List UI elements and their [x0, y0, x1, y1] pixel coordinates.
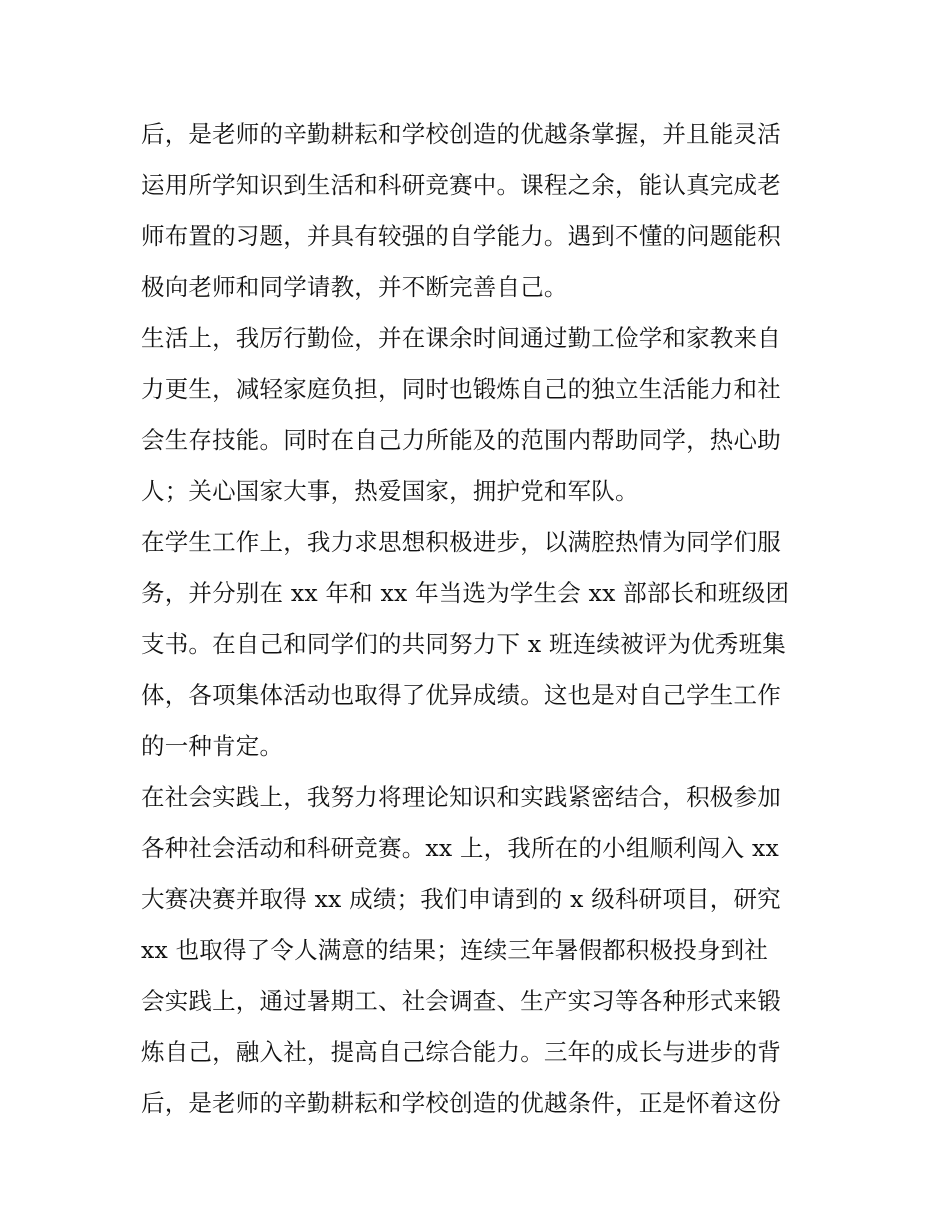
text-line: 后，是老师的辛勤耕耘和学校创造的优越条件，正是怀着这份: [141, 1089, 781, 1117]
text-line: 炼自己，融入社，提高自己综合能力。三年的成长与进步的背: [141, 1038, 781, 1066]
text-line: 支书。在自己和同学们的共同努力下 x 班连续被评为优秀班集: [141, 630, 786, 658]
text-line: 力更生，减轻家庭负担，同时也锻炼自己的独立生活能力和社: [141, 375, 781, 403]
text-line: 大赛决赛并取得 xx 成绩；我们申请到的 x 级科研项目，研究: [141, 885, 781, 913]
text-line: 运用所学知识到生活和科研竞赛中。课程之余，能认真完成老: [141, 171, 781, 199]
text-line: 会生存技能。同时在自己力所能及的范围内帮助同学，热心助: [141, 426, 781, 454]
text-line: 极向老师和同学请教，并不断完善自己。: [141, 273, 568, 301]
text-line: 在学生工作上，我力求思想积极进步，以满腔热情为同学们服: [141, 528, 781, 556]
text-line: 在社会实践上，我努力将理论知识和实践紧密结合，积极参加: [141, 783, 781, 811]
text-line: xx 也取得了令人满意的结果；连续三年暑假都积极投身到社: [141, 936, 769, 964]
text-line: 的一种肯定。: [141, 732, 284, 760]
text-line: 会实践上，通过暑期工、社会调查、生产实习等各种形式来锻: [141, 987, 781, 1015]
text-line: 务，并分别在 xx 年和 xx 年当选为学生会 xx 部部长和班级团: [141, 579, 790, 607]
text-line: 体，各项集体活动也取得了优异成绩。这也是对自己学生工作: [141, 681, 781, 709]
text-line: 人；关心国家大事，热爱国家，拥护党和军队。: [141, 477, 639, 505]
text-line: 生活上，我厉行勤俭，并在课余时间通过勤工俭学和家教来自: [141, 324, 781, 352]
text-line: 后，是老师的辛勤耕耘和学校创造的优越条掌握，并且能灵活: [141, 120, 781, 148]
text-line: 各种社会活动和科研竞赛。xx 上，我所在的小组顺利闯入 xx: [141, 834, 779, 862]
text-line: 师布置的习题，并具有较强的自学能力。遇到不懂的问题能积: [141, 222, 781, 250]
document-body: [141, 109, 821, 1129]
